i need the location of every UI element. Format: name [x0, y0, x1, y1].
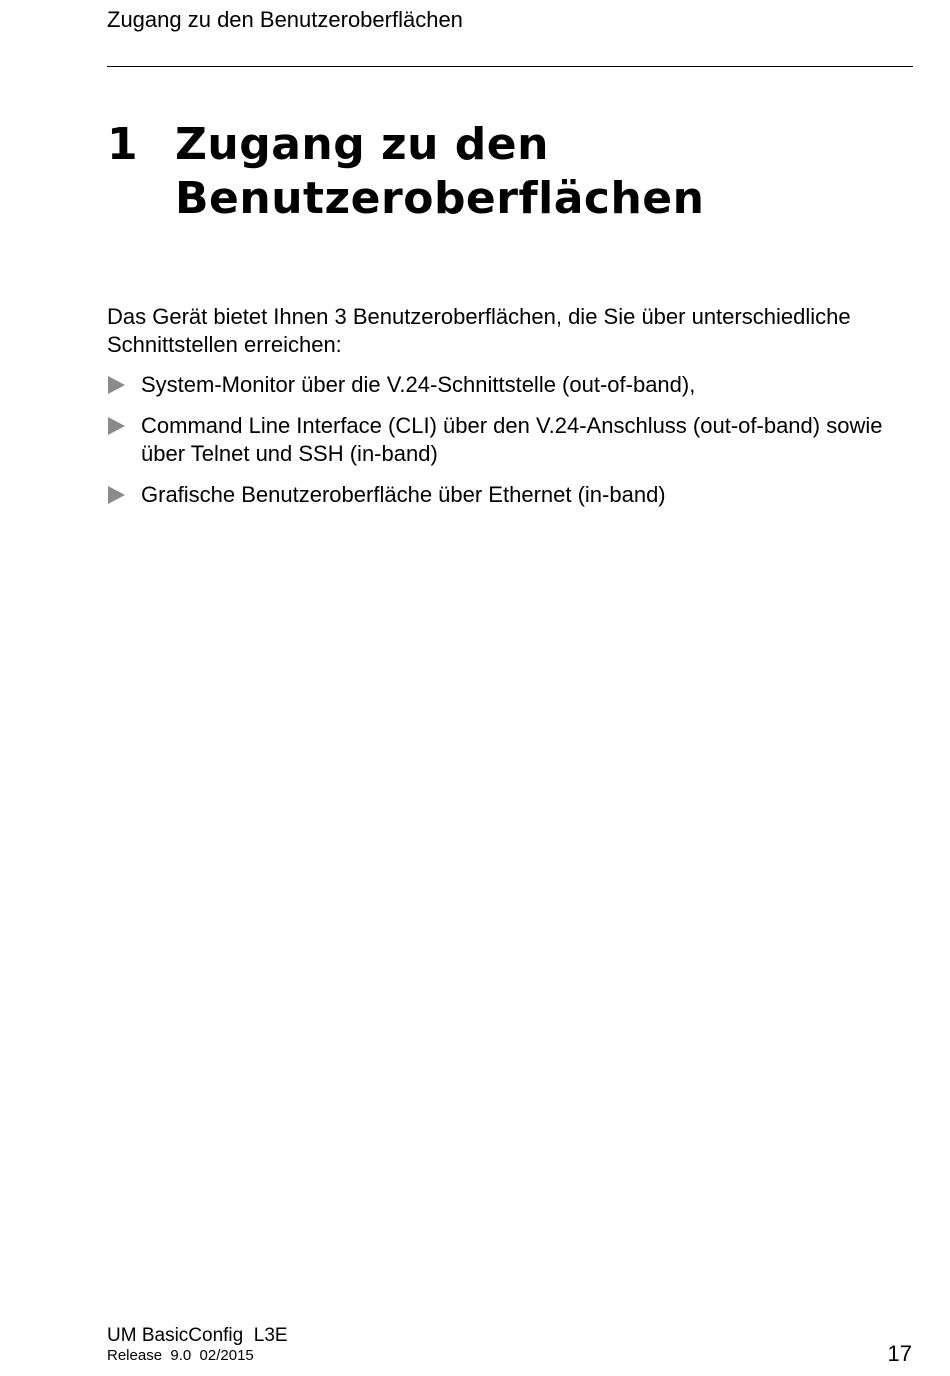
list-item — [107, 481, 917, 509]
interface-list — [107, 371, 917, 522]
list-item-text: System-Monitor über die V.24-Schnittstelle (out-of-band), — [141, 372, 696, 397]
intro-paragraph: Das Gerät bietet Ihnen 3 Benutzeroberflächen, die Sie über unterschiedliche Schnittstellen erreichen: — [107, 304, 851, 357]
list-item-text: Command Line Interface (CLI) über den V.24-Anschluss (out-of-band) sowie über Telnet und SSH (in-band) — [141, 413, 883, 466]
footer-document-info — [107, 1325, 288, 1365]
chapter-number: 1 — [107, 119, 138, 170]
running-header: Zugang zu den Benutzeroberflächen — [107, 7, 463, 32]
chapter-title-line-2: Benutzeroberflächen — [175, 173, 705, 224]
triangle-bullet-icon — [108, 417, 125, 435]
chapter-title-line-1: Zugang zu den — [175, 119, 549, 170]
list-item — [107, 412, 917, 468]
footer-release: Release 9.0 02/2015 — [107, 1347, 254, 1364]
chapter-title — [175, 118, 875, 226]
footer-document-title: UM BasicConfig L3E — [107, 1325, 288, 1346]
triangle-bullet-icon — [108, 376, 125, 394]
header-divider — [107, 66, 913, 67]
list-item-text: Grafische Benutzeroberfläche über Ethernet (in-band) — [141, 482, 666, 507]
list-item — [107, 371, 917, 399]
page-number: 17 — [887, 1341, 912, 1366]
triangle-bullet-icon — [108, 486, 125, 504]
